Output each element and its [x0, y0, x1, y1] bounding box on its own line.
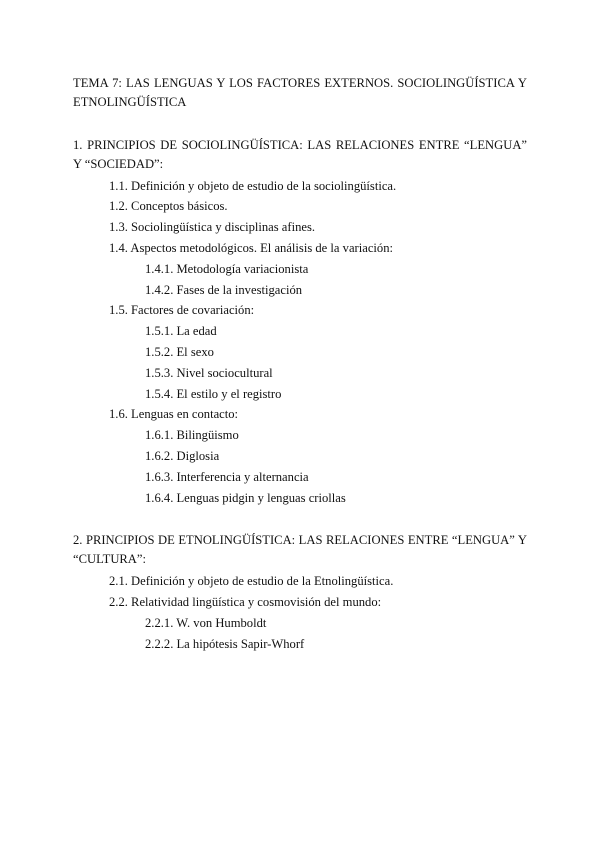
toc-item-1-4: 1.4. Aspectos metodológicos. El análisis de la variación:: [109, 241, 393, 255]
toc-item-1-4-1: 1.4.1. Metodología variacionista: [145, 262, 309, 276]
toc-item-1-5-4: 1.5.4. El estilo y el registro: [145, 387, 282, 401]
toc-item-1-4-2: 1.4.2. Fases de la investigación: [145, 283, 303, 297]
toc-item-1-6: 1.6. Lenguas en contacto:: [109, 407, 239, 421]
toc-item-1-1: 1.1. Definición y objeto de estudio de la sociolingüística.: [109, 179, 397, 193]
toc-item-2-2-1: 2.2.1. W. von Humboldt: [145, 616, 267, 630]
toc-item-1-2: 1.2. Conceptos básicos.: [109, 199, 228, 213]
toc-item-1-5-1: 1.5.1. La edad: [145, 324, 217, 338]
toc-item-2-2: 2.2. Relatividad lingüística y cosmovisión del mundo:: [109, 595, 382, 609]
section-2-heading: 2. PRINCIPIOS DE ETNOLINGÜÍSTICA: LAS RELACIONES ENTRE “LENGUA” Y “CULTURA”:: [73, 533, 527, 566]
document-title: TEMA 7: LAS LENGUAS Y LOS FACTORES EXTERNOS. SOCIOLINGÜÍSTICA Y ETNOLINGÜÍSTICA: [73, 76, 527, 109]
toc-item-1-3: 1.3. Sociolingüística y disciplinas afines.: [109, 220, 316, 234]
toc-item-1-5-2: 1.5.2. El sexo: [145, 345, 214, 359]
toc-item-1-6-1: 1.6.1. Bilingüismo: [145, 428, 239, 442]
toc-item-1-6-3: 1.6.3. Interferencia y alternancia: [145, 470, 309, 484]
toc-item-2-2-2: 2.2.2. La hipótesis Sapir-Whorf: [145, 637, 305, 651]
section-1-heading: 1. PRINCIPIOS DE SOCIOLINGÜÍSTICA: LAS RELACIONES ENTRE “LENGUA” Y “SOCIEDAD”:: [73, 138, 527, 171]
toc-item-2-1: 2.1. Definición y objeto de estudio de la Etnolingüística.: [109, 574, 394, 588]
toc-item-1-6-2: 1.6.2. Diglosia: [145, 449, 220, 463]
toc-item-1-5-3: 1.5.3. Nivel sociocultural: [145, 366, 273, 380]
toc-item-1-6-4: 1.6.4. Lenguas pidgin y lenguas criollas: [145, 491, 346, 505]
toc-item-1-5: 1.5. Factores de covariación:: [109, 303, 255, 317]
